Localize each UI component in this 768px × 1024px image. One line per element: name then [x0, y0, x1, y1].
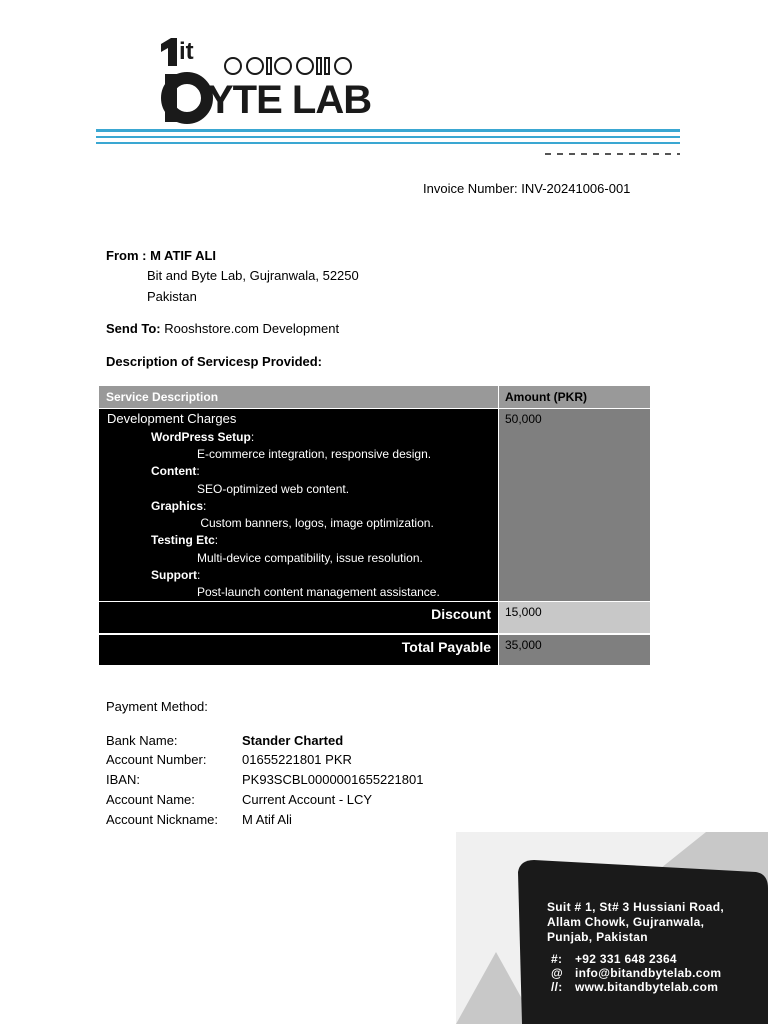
- payment-heading: Payment Method:: [106, 699, 208, 714]
- table-header-service: [99, 386, 498, 408]
- item-detail: SEO-optimized web content.: [197, 482, 350, 496]
- logo-top-text: it: [179, 38, 194, 65]
- main-amount: 50,000: [505, 412, 542, 426]
- item-title-2-row: Graphics:: [151, 499, 207, 513]
- payment-value: Stander Charted: [242, 733, 344, 748]
- total-amount-cell: [499, 635, 650, 665]
- footer-web: www.bitandbytelab.com: [575, 980, 719, 994]
- web-icon: //:: [551, 980, 563, 994]
- payment-value: Current Account - LCY: [242, 792, 373, 807]
- table-header-amount: [499, 386, 650, 408]
- total-amount: 35,000: [505, 638, 542, 652]
- from-label: From :: [106, 248, 147, 263]
- payment-label: Account Nickname:: [106, 812, 218, 827]
- from-address-line1: Bit and Byte Lab, Gujranwala, 52250: [147, 268, 359, 283]
- header-rule-middle: [96, 136, 680, 138]
- phone-icon: #:: [551, 952, 563, 966]
- from-block: [106, 248, 216, 264]
- item-title: WordPress Setup: [151, 430, 251, 444]
- main-item: Development Charges: [107, 411, 237, 426]
- discount-amount: 15,000: [505, 605, 542, 619]
- payment-label: Account Name:: [106, 792, 195, 807]
- from-address-line2: Pakistan: [147, 289, 197, 304]
- footer-address-line1: Suit # 1, St# 3 Hussiani Road,: [547, 900, 725, 914]
- col-service-label: Service Description: [106, 390, 219, 404]
- header-rule-bottom: [96, 142, 680, 144]
- item-title: Support: [151, 568, 197, 582]
- table-amount-cell: [499, 409, 650, 601]
- item-title-3-row: Testing Etc:: [151, 533, 219, 547]
- footer-web-row: [551, 980, 718, 995]
- footer-address-line2: Allam Chowk, Gujranwala,: [547, 915, 705, 929]
- payment-value: M Atif Ali: [242, 812, 292, 827]
- item-title: Content: [151, 464, 197, 478]
- logo-word: YTE LAB: [207, 78, 372, 122]
- send-to-block: [106, 321, 339, 337]
- item-title: Graphics: [151, 499, 204, 513]
- invoice-number: Invoice Number: INV-20241006-001: [423, 181, 631, 196]
- total-label: Total Payable: [401, 639, 491, 655]
- table-service-cell: [99, 409, 498, 601]
- footer-phone-row: [551, 952, 677, 967]
- discount-label-cell: [99, 602, 498, 633]
- total-label-cell: [99, 635, 498, 665]
- email-icon: @: [551, 966, 564, 980]
- item-detail: Multi-device compatibility, issue resolution.: [197, 551, 423, 565]
- footer-address-line3: Punjab, Pakistan: [547, 930, 648, 944]
- payment-value: PK93SCBL0000001655221801: [242, 772, 424, 787]
- payment-label: Bank Name:: [106, 733, 178, 748]
- from-name: M ATIF ALI: [150, 248, 217, 263]
- item-title-1-row: Content:: [151, 464, 200, 478]
- item-title-4-row: Support:: [151, 568, 201, 582]
- footer-phone: +92 331 648 2364: [575, 952, 677, 966]
- footer-email-row: [551, 966, 721, 981]
- payment-label: IBAN:: [106, 772, 140, 787]
- discount-label: Discount: [431, 606, 491, 622]
- header-rule-top: [96, 129, 680, 132]
- header-rule-dots: [545, 153, 680, 155]
- col-amount-label: Amount (PKR): [505, 390, 587, 404]
- description-heading: Description of Servicesp Provided:: [106, 354, 323, 369]
- payment-label: Account Number:: [106, 752, 207, 767]
- company-logo: [155, 34, 425, 134]
- item-title-0-row: WordPress Setup:: [151, 430, 255, 444]
- send-to-label: Send To:: [106, 321, 161, 336]
- discount-amount-cell: [499, 602, 650, 633]
- item-detail: Post-launch content management assistance.: [197, 585, 440, 599]
- footer-email: info@bitandbytelab.com: [575, 966, 722, 980]
- item-detail: E-commerce integration, responsive design.: [197, 447, 432, 461]
- item-title: Testing Etc: [151, 533, 215, 547]
- send-to-value: Rooshstore.com Development: [164, 321, 340, 336]
- payment-value: 01655221801 PKR: [242, 752, 352, 767]
- item-detail: Custom banners, logos, image optimization.: [197, 516, 434, 530]
